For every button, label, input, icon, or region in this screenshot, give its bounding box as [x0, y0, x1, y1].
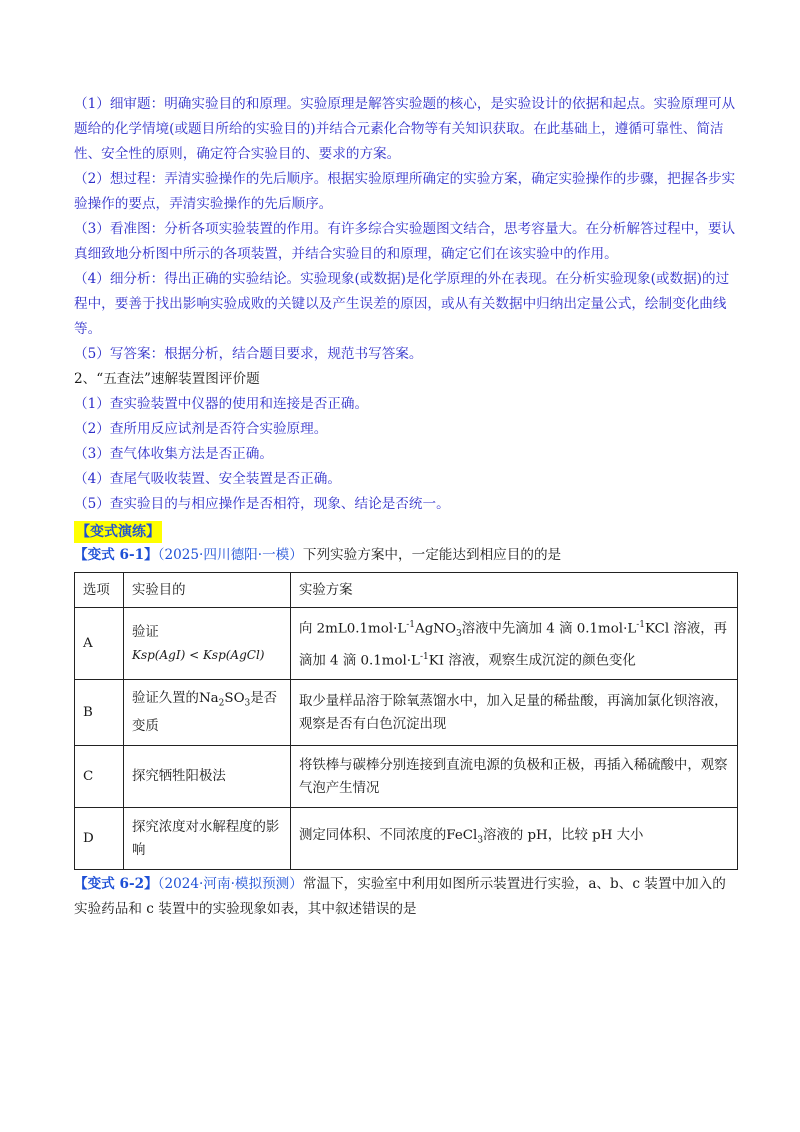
- header-option: 选项: [75, 573, 124, 608]
- check-1: （1）查实验装置中仪器的使用和连接是否正确。: [74, 396, 369, 412]
- check-5: （5）查实验目的与相应操作是否相符，现象、结论是否统一。: [74, 496, 450, 512]
- row-plan: [291, 608, 738, 680]
- ksp-formula: Ksp(AgI) < Ksp(AgCl): [132, 647, 265, 662]
- row-option: C: [75, 746, 124, 808]
- formula-agno3: AgNO: [415, 621, 456, 637]
- step-3: （3）看准图：分析各项实验装置的作用。有许多综合实验题图文结合，思考容量大。在分析解答过程中，要认真细致地分析图中所示的各项装置，并结合实验目的和原理，确定它们在该实验中的作用。: [74, 221, 736, 262]
- subscript: 3: [477, 835, 484, 846]
- question-source: （2025·四川德阳·一模）: [157, 547, 303, 563]
- formula-na2so3: SO: [224, 690, 245, 706]
- superscript: -1: [406, 620, 416, 631]
- header-plan: 实验方案: [291, 573, 738, 608]
- question-tag: 【变式 6-2】: [74, 876, 158, 892]
- step-1: （1）细审题：明确实验目的和原理。实验原理是解答实验题的核心，是实验设计的依据和起点。实验原理可从题给的化学情境(或题目所给的实验目的)并结合元素化合物等有关知识获取。在此基础上，遵循可靠性、简洁性、安全性的原则，确定符合实验目的、要求的方案。: [74, 96, 736, 162]
- purpose-text: 是否变质: [132, 690, 278, 735]
- step-5: （5）写答案：根据分析，结合题目要求，规范书写答案。: [74, 346, 423, 362]
- row-purpose: [124, 680, 291, 746]
- table-row: [75, 746, 738, 808]
- check-3: （3）查气体收集方法是否正确。: [74, 446, 273, 462]
- table-row: [75, 608, 738, 680]
- experiment-table: [74, 572, 738, 870]
- row-option: D: [75, 808, 124, 870]
- subscript: 2: [218, 698, 225, 709]
- plan-text: 向 2mL0.1mol·L: [299, 621, 407, 637]
- check-4: （4）查尾气吸收装置、安全装置是否正确。: [74, 471, 341, 487]
- question-stem: 常温下，实验室中利用如图所示装置进行实验，a、b、c 装置中加入的实验药品和 c 装置中的实验现象如表，其中叙述错误的是: [74, 876, 726, 917]
- purpose-text: 验证: [132, 624, 159, 640]
- plan-text: 测定同体积、不同浓度的: [299, 828, 447, 844]
- formula-na2so3: Na: [198, 690, 219, 706]
- row-purpose: 探究牺牲阳极法: [124, 746, 291, 808]
- plan-text: 溶液的 pH，比较 pH 大小: [483, 828, 644, 844]
- subscript: 3: [455, 629, 462, 640]
- check-2: （2）查所用反应试剂是否符合实验原理。: [74, 421, 328, 437]
- superscript: -1: [419, 652, 429, 663]
- row-purpose: [124, 608, 291, 680]
- step-2: （2）想过程：弄清实验操作的先后顺序。根据实验原理所确定的实验方案，确定实验操作的步骤，把握各步实验操作的要点，弄清实验操作的先后顺序。: [74, 171, 736, 212]
- practice-banner: 【变式演练】: [74, 521, 162, 543]
- table-row: [75, 808, 738, 870]
- question-tag: 【变式 6-1】: [74, 547, 158, 563]
- formula-fecl3: FeCl: [446, 828, 478, 844]
- plan-text: 溶液中先滴加 4 滴 0.1mol·L: [461, 621, 637, 637]
- plan-text: KI 溶液，观察生成沉淀的颜色变化: [428, 653, 636, 669]
- row-option: A: [75, 608, 124, 680]
- row-purpose: 探究浓度对水解程度的影响: [124, 808, 291, 870]
- purpose-text: 验证久置的: [132, 690, 199, 706]
- step-4: （4）细分析：得出正确的实验结论。实验现象(或数据)是化学原理的外在表现。在分析实验现象(或数据)的过程中，要善于找出影响实验成败的关键以及产生误差的原因，或从有关数据中归纳出定量公式，绘制变化曲线等。: [74, 271, 730, 337]
- row-plan: [291, 808, 738, 870]
- question-6-2-heading: [74, 872, 738, 922]
- row-plan: 取少量样品溶于除氧蒸馏水中，加入足量的稀盐酸，再滴加氯化钡溶液，观察是否有白色沉淀出现: [291, 680, 738, 746]
- table-row: [75, 680, 738, 746]
- row-plan: 将铁棒与碳棒分别连接到直流电源的负极和正极，再插入稀硫酸中，观察气泡产生情况: [291, 746, 738, 808]
- table-header-row: [75, 573, 738, 608]
- page-content: [74, 92, 738, 922]
- plan-text: KCl 溶液，再滴加 4 滴 0.1mol·L: [299, 621, 727, 669]
- question-6-1-heading: [74, 543, 738, 568]
- header-purpose: 实验目的: [124, 573, 291, 608]
- subscript: 3: [244, 698, 251, 709]
- question-source: （2024·河南·模拟预测）: [157, 876, 303, 892]
- superscript: -1: [636, 620, 645, 631]
- question-stem: 下列实验方案中，一定能达到相应目的的是: [302, 547, 562, 563]
- section-2-title: 2、“五查法”速解装置图评价题: [74, 371, 260, 387]
- row-option: B: [75, 680, 124, 746]
